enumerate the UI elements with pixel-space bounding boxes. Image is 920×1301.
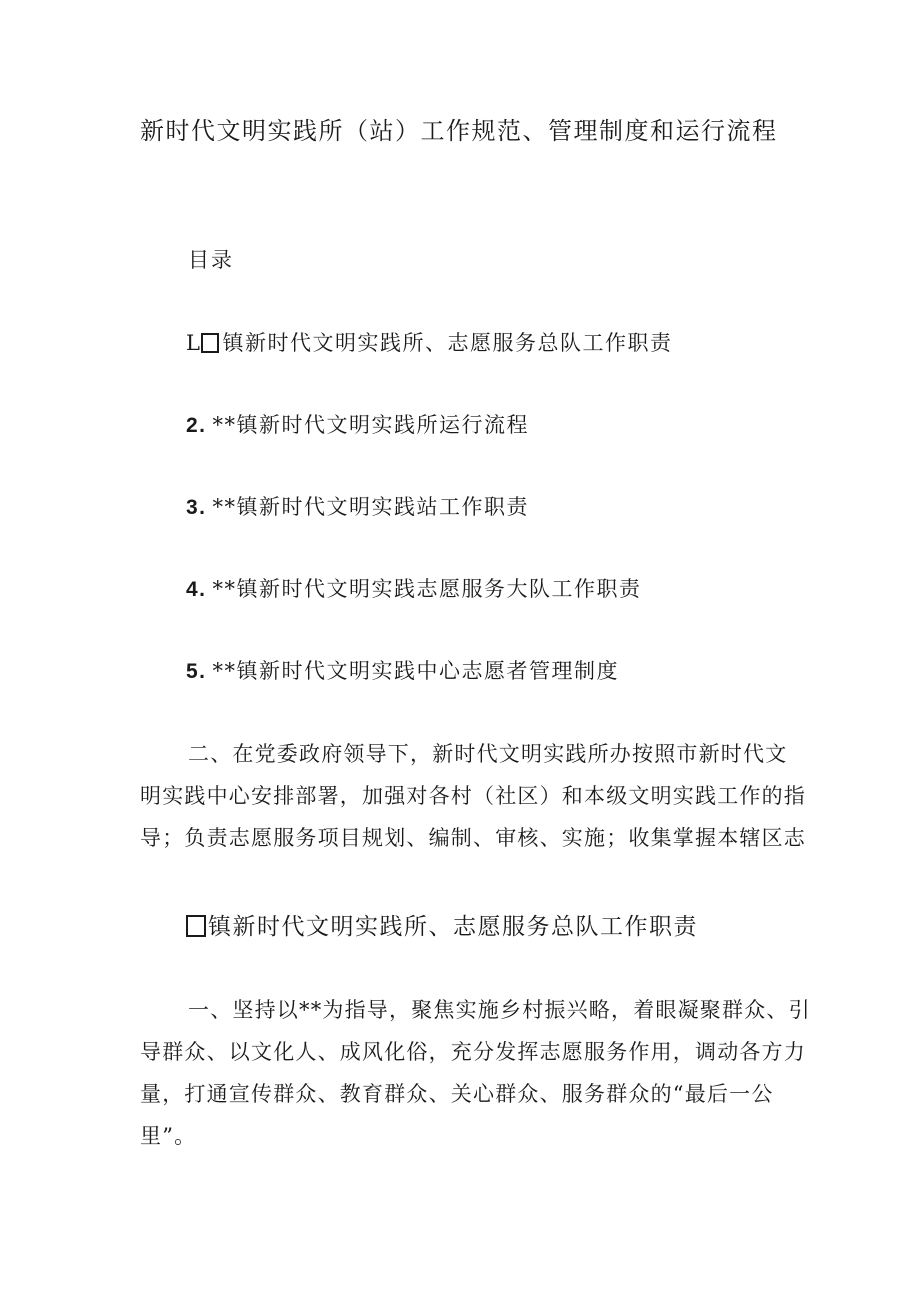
- toc-item-text: **镇新时代文明实践站工作职责: [212, 495, 530, 519]
- missing-glyph-box-icon: [201, 333, 219, 353]
- section-heading: [186, 910, 698, 944]
- toc-item-4: [186, 574, 642, 605]
- toc-item-2: [186, 410, 529, 441]
- toc-item-number: 2.: [186, 414, 207, 437]
- paragraph-line: 明实践中心安排部署，加强对各村（社区）和本级文明实践工作的指: [140, 784, 806, 808]
- paragraph-line: 里”。: [140, 1124, 197, 1148]
- toc-item-1: [186, 328, 672, 358]
- toc-item-text: **镇新时代文明实践志愿服务大队工作职责: [212, 577, 642, 601]
- paragraph-line: 导群众、以文化人、成风化俗，充分发挥志愿服务作用，调动各方力: [140, 1040, 806, 1064]
- missing-glyph-box-icon: [186, 915, 206, 937]
- toc-item-number: 5.: [186, 660, 207, 683]
- toc-item-text: **镇新时代文明实践中心志愿者管理制度: [212, 659, 620, 683]
- paragraph-line: 一、坚持以**为指导，聚焦实施乡村振兴略，着眼凝聚群众、引: [188, 998, 811, 1022]
- section-heading-text: 镇新时代文明实践所、志愿服务总队工作职责: [208, 914, 698, 940]
- toc-item-number: L: [186, 331, 202, 355]
- document-title: 新时代文明实践所（站）工作规范、管理制度和运行流程: [140, 117, 778, 145]
- toc-item-number: 4.: [186, 578, 207, 601]
- paragraph-line: 二、在党委政府领导下，新时代文明实践所办按照市新时代文: [188, 742, 788, 766]
- toc-item-text: 镇新时代文明实践所、志愿服务总队工作职责: [222, 331, 673, 355]
- paragraph-section-one: [140, 989, 811, 1157]
- toc-item-number: 3.: [186, 496, 207, 519]
- paragraph-section-two: [140, 733, 806, 859]
- toc-heading: 目录: [188, 248, 234, 272]
- toc-item-3: [186, 492, 529, 523]
- paragraph-line: 导；负责志愿服务项目规划、编制、审核、实施；收集掌握本辖区志: [140, 826, 806, 850]
- toc-item-5: [186, 656, 619, 687]
- toc-item-text: **镇新时代文明实践所运行流程: [212, 413, 530, 437]
- paragraph-line: 量，打通宣传群众、教育群众、关心群众、服务群众的“最后一公: [140, 1082, 774, 1106]
